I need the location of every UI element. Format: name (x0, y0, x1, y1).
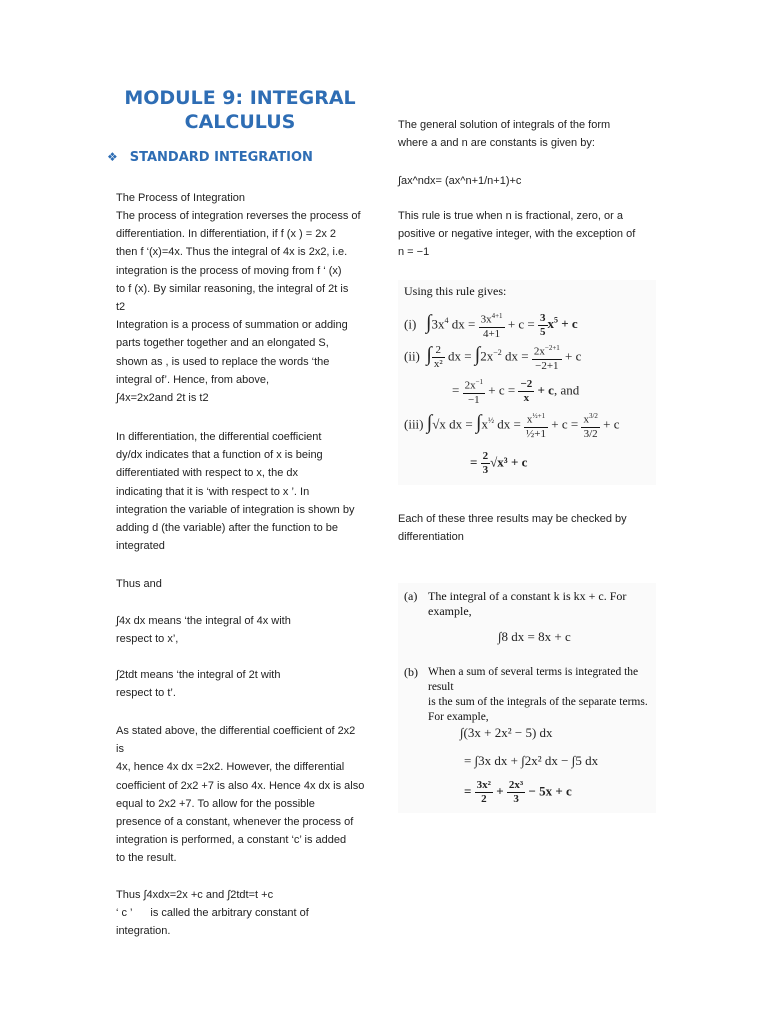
text-line: When a sum of several terms is integrated the result (428, 666, 639, 693)
text-line: is the sum of the integrals of the separate terms. (428, 696, 648, 708)
rule-a-example: ∫8 dx = 8x + c (498, 629, 571, 644)
text-line: In differentiation, the differential coefficient (116, 431, 322, 443)
paragraph-differentiation (116, 428, 373, 555)
text-line: This rule is true when n is fractional, zero, or a (398, 210, 623, 222)
text-line: t2 (116, 301, 126, 314)
text-line: ∫4x=2x2and 2t is t2 (116, 392, 209, 405)
text-line: n = −1 (398, 246, 430, 259)
text-line: coefficient of 2x2 +7 is also 4x. Hence 4x dx is also (116, 779, 365, 792)
example-ii: (ii) ∫ $\frac{2}{\text{x²}}$ dx = $\int 2x^{-2}$ dx = $\frac{2x^{-2+1}}{-2+1}$ + c (404, 343, 582, 372)
text-line: Integration is a process of summation or adding (116, 319, 348, 332)
general-solution-text (398, 116, 654, 152)
text-line: ‘ c ’ is called the arbitrary constant of (116, 907, 309, 920)
example-2t (116, 666, 373, 702)
text-line: to the result. (116, 852, 177, 865)
power-rule-formula: ∫ax^ndx= (ax^n+1/n+1)+c (398, 175, 522, 187)
sub-heading-process: The Process of Integration (116, 192, 246, 204)
text-line: positive or negative integer, with the exception of (398, 228, 636, 241)
text-line: ∫4x dx means ‘the integral of 4x with (116, 615, 291, 627)
text-line: differentiation (398, 531, 464, 544)
section-heading (107, 150, 313, 165)
text-line: The integral of a constant k is kx + c. For (428, 589, 627, 603)
text-line: to f (x). By similar reasoning, the integral of 2t is (116, 282, 349, 295)
example-iii-result: = $\frac{2}{3}$ √x³ + c (470, 450, 528, 476)
text-line: then f ‘(x)=4x. Thus the integral of 4x is 2x2, i.e. (116, 246, 348, 259)
paragraph-process (116, 207, 373, 407)
text-line: integral of’. Hence, from above, (116, 373, 270, 386)
text-line: integration the variable of integration is shown by (116, 503, 355, 516)
text-line: integration is the process of moving from f ‘ (x) (116, 264, 342, 277)
module-title (95, 86, 385, 134)
text-line: respect to t’. (116, 687, 176, 700)
text-line: Thus ∫4xdx=2x +c and ∫2tdt=t +c (116, 889, 274, 901)
text-line: For example, (428, 711, 489, 723)
text-line: where a and n are constants is given by: (398, 137, 595, 150)
thus-and-text: Thus and (116, 578, 162, 590)
text-line: The process of integration reverses the process of (116, 210, 361, 222)
rule-b-example-line1: ∫(3x + 2x² − 5) dx (460, 725, 553, 740)
text-line: differentiation. In differentiation, if f (x ) = 2x 2 (116, 228, 337, 241)
using-rule-caption: Using this rule gives: (404, 284, 507, 298)
text-line: integration. (116, 925, 171, 938)
rule-a-label: (a) (404, 589, 418, 603)
text-line: integration is performed, a constant ‘c’ is added (116, 834, 347, 847)
example-i: (i) $\int 3x^4$ dx = $\frac{3x^{4+1}}{4+1}$ + c = $\frac{3}{5}$ $x^5 + c$ (404, 311, 578, 340)
text-line: differentiated with respect to x, the dx (116, 467, 299, 480)
text-line: ∫2tdt means ‘the integral of 2t with (116, 669, 281, 681)
text-line: dy/dx indicates that a function of x is being (116, 449, 323, 462)
paragraph-arbitrary-constant (116, 886, 373, 941)
text-line: parts together together and an elongated S, (116, 337, 329, 350)
check-by-differentiation-text (398, 510, 654, 546)
integration-rules-figure (398, 583, 656, 813)
paragraph-constant (116, 722, 373, 868)
text-line: example, (428, 604, 472, 618)
text-line: presence of a constant, whenever the process of (116, 816, 354, 829)
text-line: equal to 2x2 +7. To allow for the possible (116, 797, 315, 810)
section-heading-text: STANDARD INTEGRATION (129, 150, 313, 165)
example-iii: (iii) ∫√x dx = $\int x^{\frac{1}{2}}$ dx = $\frac{x^{\frac{1}{2}+1}}{\text{½+1}}$ + c = $\frac{x^{3/2}}{3/2}$ + c (404, 411, 620, 440)
text-line: shown as , is used to replace the words ‘the (116, 355, 330, 368)
text-line: The general solution of integrals of the form (398, 119, 611, 131)
example-4x (116, 612, 373, 648)
text-line: Each of these three results may be checked by (398, 513, 627, 525)
power-rule-examples-figure (398, 280, 656, 485)
module-title-line1: MODULE 9: INTEGRAL (124, 87, 356, 109)
text-line: integrated (116, 540, 165, 553)
diamond-bullet-icon: ❖ (107, 150, 118, 164)
rule-condition-text (398, 207, 654, 262)
text-line: is (116, 743, 124, 756)
example-ii-result: = $\frac{2x^{-1}}{-1}$ + c = $\frac{-2}{x}$ + c, and (452, 377, 580, 406)
rule-b-text (428, 665, 656, 725)
text-line: adding d (the variable) after the function to be (116, 522, 338, 535)
rule-a-text (428, 589, 626, 619)
text-line: indicating that it is ‘with respect to x ’. In (116, 485, 310, 498)
rule-b-tail: − 5x + c (528, 783, 572, 799)
text-line: 4x, hence 4x dx =2x2. However, the differential (116, 761, 345, 774)
text-line: As stated above, the differential coefficient of 2x2 (116, 725, 356, 737)
module-title-line2: CALCULUS (184, 111, 296, 133)
rule-b-example-line3: = $\frac{\text{3x²}}{2}$ + $\frac{\text{2x³}}{3}$ − 5x + c (464, 779, 572, 805)
text-line: respect to x’, (116, 633, 179, 646)
rule-b-label: (b) (404, 665, 418, 679)
rule-b-example-line2: = ∫3x dx + ∫2x² dx − ∫5 dx (464, 753, 599, 768)
